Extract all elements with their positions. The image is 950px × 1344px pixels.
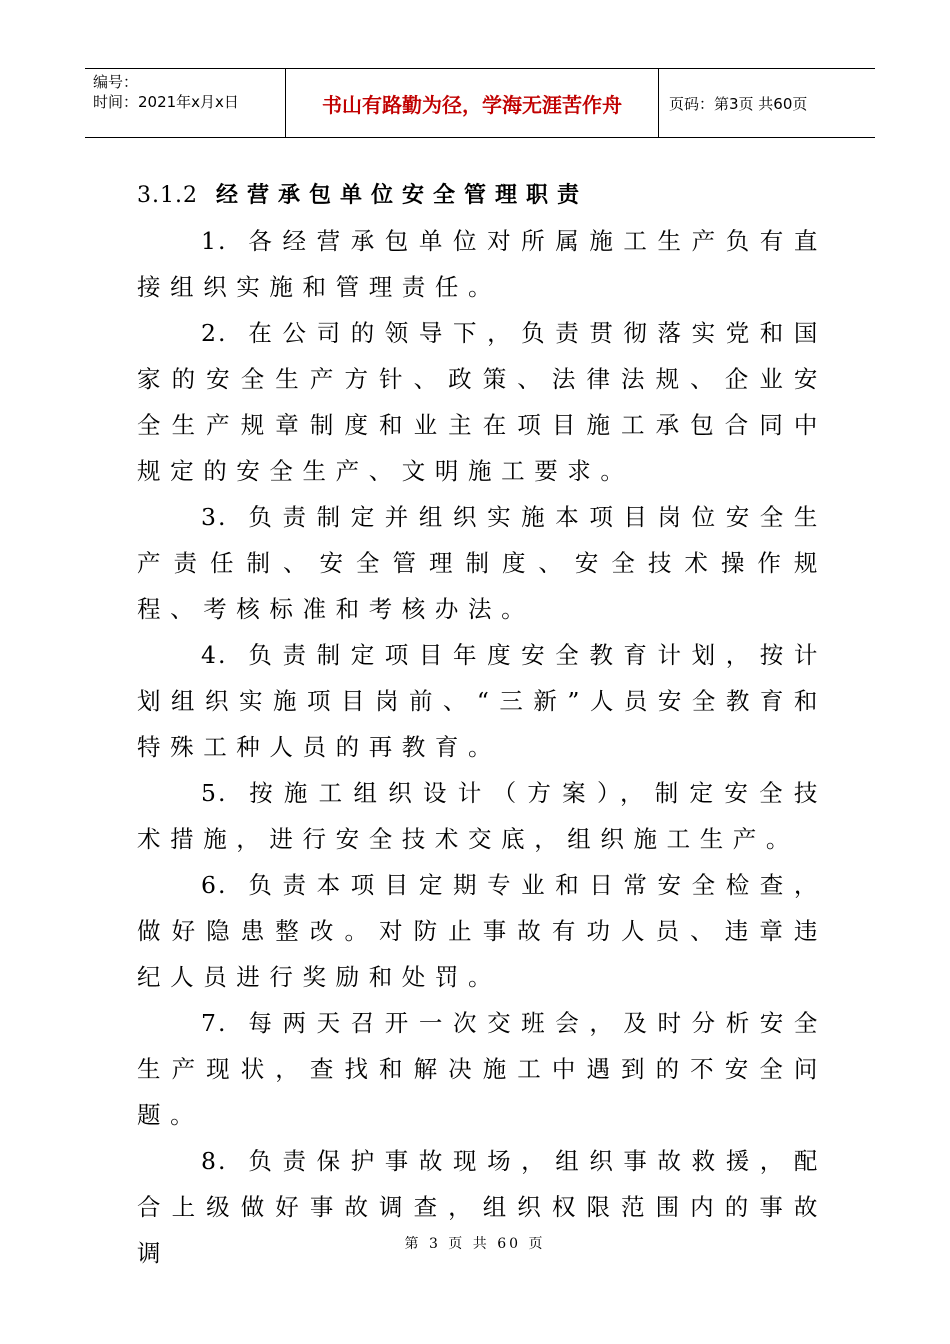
paragraph (137, 632, 827, 770)
paragraph-text: 负责制定项目年度安全教育计划，按计划组织实施项目岗前、“三新”人员安全教育和特殊工种人员的再教育。 (137, 641, 827, 761)
paragraph-index: 8. (201, 1147, 228, 1175)
paragraph (137, 310, 827, 494)
header-page-info: 页码：第3页 共60页 (669, 94, 808, 113)
paragraph (137, 494, 827, 632)
paragraph-index: 2. (201, 319, 228, 347)
paragraph-text: 负责制定并组织实施本项目岗位安全生产责任制、安全管理制度、安全技术操作规程、考核标准和考核办法。 (137, 503, 827, 623)
paragraph-index: 5. (201, 779, 228, 807)
section-heading (137, 172, 827, 218)
paragraph-index: 6. (201, 871, 228, 899)
section-title: 经营承包单位安全管理职责 (215, 182, 588, 208)
paragraph-text: 各经营承包单位对所属施工生产负有直接组织实施和管理责任。 (137, 227, 827, 301)
page-footer: 第 3 页 共 60 页 (404, 1236, 546, 1252)
header-right-cell (659, 69, 875, 137)
paragraph-text: 每两天召开一次交班会，及时分析安全生产现状，查找和解决施工中遇到的不安全问题。 (137, 1009, 827, 1129)
paragraph-text: 在公司的领导下，负责贯彻落实党和国家的安全生产方针、政策、法律法规、企业安全生产规章制度和业主在项目施工承包合同中规定的安全生产、文明施工要求。 (137, 319, 827, 485)
document-date-label: 时间：2021年x月x日 (93, 93, 239, 111)
paragraph (137, 1138, 827, 1276)
header-motto: 书山有路勤为径，学海无涯苦作舟 (322, 92, 622, 117)
paragraph (137, 1000, 827, 1138)
page-header (85, 68, 875, 138)
paragraph-text: 负责保护事故现场，组织事故救援，配合上级做好事故调查，组织权限范围内的事故调 (137, 1147, 827, 1267)
paragraph (137, 218, 827, 310)
paragraph-index: 4. (201, 641, 228, 669)
paragraph-text: 按施工组织设计（方案），制定安全技术措施，进行安全技术交底，组织施工生产。 (137, 779, 827, 853)
paragraph-text: 负责本项目定期专业和日常安全检查，做好隐患整改。对防止事故有功人员、违章违纪人员进行奖励和处罚。 (137, 871, 827, 991)
header-middle-cell (286, 69, 659, 137)
paragraph-index: 7. (201, 1009, 228, 1037)
paragraph (137, 862, 827, 1000)
paragraph-index: 1. (201, 227, 228, 255)
paragraph (137, 770, 827, 862)
document-body (137, 172, 827, 1276)
header-left-cell (85, 69, 286, 137)
section-number: 3.1.2 (137, 183, 198, 208)
paragraph-index: 3. (201, 503, 228, 531)
document-number-label: 编号： (93, 73, 139, 91)
